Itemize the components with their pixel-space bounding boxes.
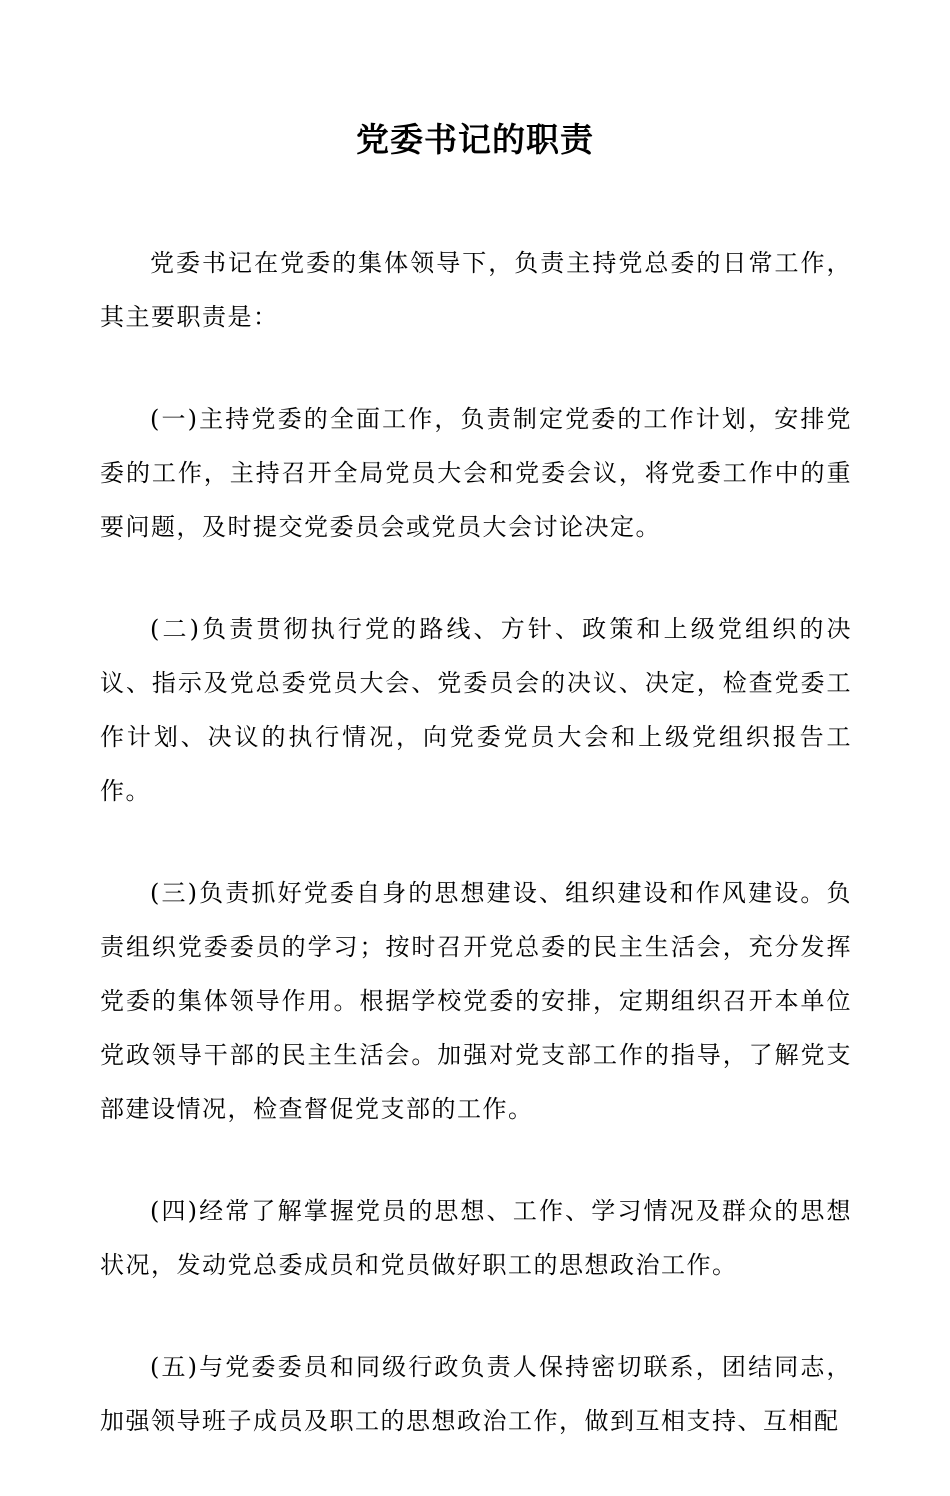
document-title: 党委书记的职责 [356, 120, 594, 159]
paragraph-item-4: (四)经常了解掌握党员的思想、工作、学习情况及群众的思想状况，发动党总委成员和党员做好职工的思想政治工作。 [100, 1197, 852, 1279]
document-body [100, 236, 852, 1496]
paragraph-item-2: (二)负责贯彻执行党的路线、方针、政策和上级党组织的决议、指示及党总委党员大会、党委员会的决议、决定，检查党委工作计划、决议的执行情况，向党委党员大会和上级党组织报告工作。 [100, 615, 852, 805]
paragraph-item-1: (一)主持党委的全面工作，负责制定党委的工作计划，安排党委的工作，主持召开全局党员大会和党委会议，将党委工作中的重要问题，及时提交党委员会或党员大会讨论决定。 [100, 405, 852, 541]
paragraph-intro: 党委书记在党委的集体领导下，负责主持党总委的日常工作，其主要职责是： [100, 249, 852, 331]
paragraph-item-3: (三)负责抓好党委自身的思想建设、组织建设和作风建设。负责组织党委委员的学习；按时召开党总委的民主生活会，充分发挥党委的集体领导作用。根据学校党委的安排，定期组织召开本单位党政领导干部的民主生活会。加强对党支部工作的指导，了解党支部建设情况，检查督促党支部的工作。 [100, 879, 852, 1123]
paragraph-item-5: (五)与党委委员和同级行政负责人保持密切联系，团结同志，加强领导班子成员及职工的思想政治工作，做到互相支持、互相配 [100, 1353, 852, 1435]
